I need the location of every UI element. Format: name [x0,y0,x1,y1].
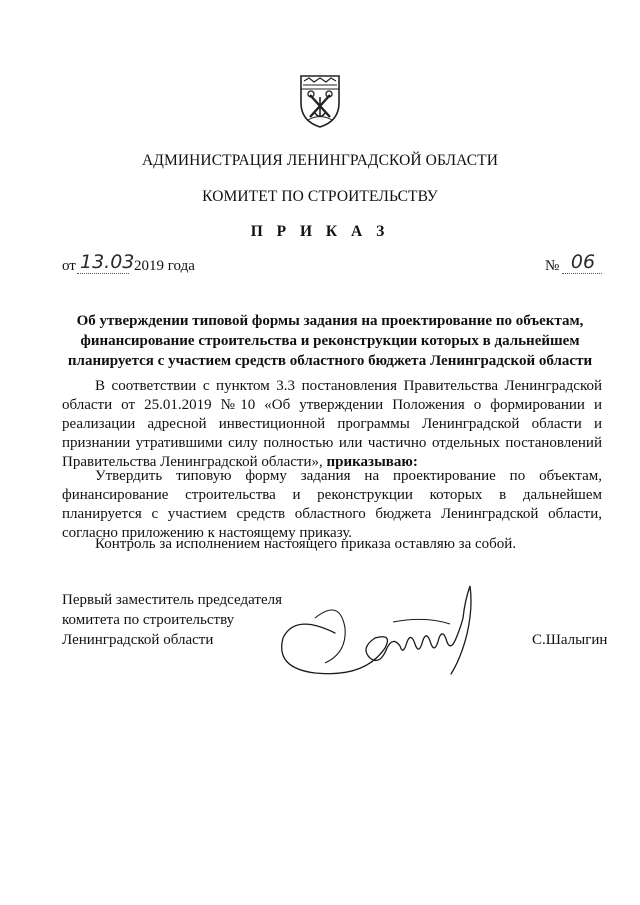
order-subject: Об утверждении типовой формы задания на проектирование по объектам, финансирование строительства и реконструкции которых в дальнейшем планируется с участием средств областного бюджета Ленинградской области [67,313,593,369]
paragraph-approve: Утвердить типовую форму задания на проектирование по объектам, финансирование строительства и реконструкции которых в дальнейшем планируется с участием средств областного бюджета Ленинградской области, согласно приложению к настоящему приказу. [62,468,602,541]
paragraph-control: Контроль за исполнением настоящего приказа оставляю за собой. [95,536,517,552]
handwritten-signature-icon [275,578,500,698]
paragraph-basis-text: В соответствии с пунктом 3.3 постановления Правительства Ленинградской области от 25.01.2019 №10 «Об утверждении Положения о формировании и реализации адресной инвестиционной программы Ленинградской области и признании утратившими силу полностью или частично отдельных постановлений Правительства Ленинградской области», [62,378,602,470]
number-underline [562,273,602,274]
date-prefix: от [62,258,76,274]
signatory-name: С.Шалыгин [532,632,608,648]
date-underline [77,273,129,274]
document-type: П Р И К А З [250,223,390,240]
handwritten-number: 06 [570,251,596,273]
decree-keyword: приказываю: [326,454,418,470]
signatory-line-3: Ленинградской области [62,632,214,648]
date-year: 2019 года [134,258,195,274]
organization-name: АДМИНИСТРАЦИЯ ЛЕНИНГРАДСКОЙ ОБЛАСТИ [142,152,498,169]
committee-name: КОМИТЕТ ПО СТРОИТЕЛЬСТВУ [202,188,438,205]
number-prefix: № [545,258,560,274]
signatory-position [62,590,282,650]
handwritten-date: 13.03 [80,251,135,273]
paragraph-basis [62,377,602,472]
coat-of-arms-icon [298,73,342,129]
signatory-line-2: комитета по строительству [62,612,235,628]
signatory-line-1: Первый заместитель председателя [62,592,282,608]
